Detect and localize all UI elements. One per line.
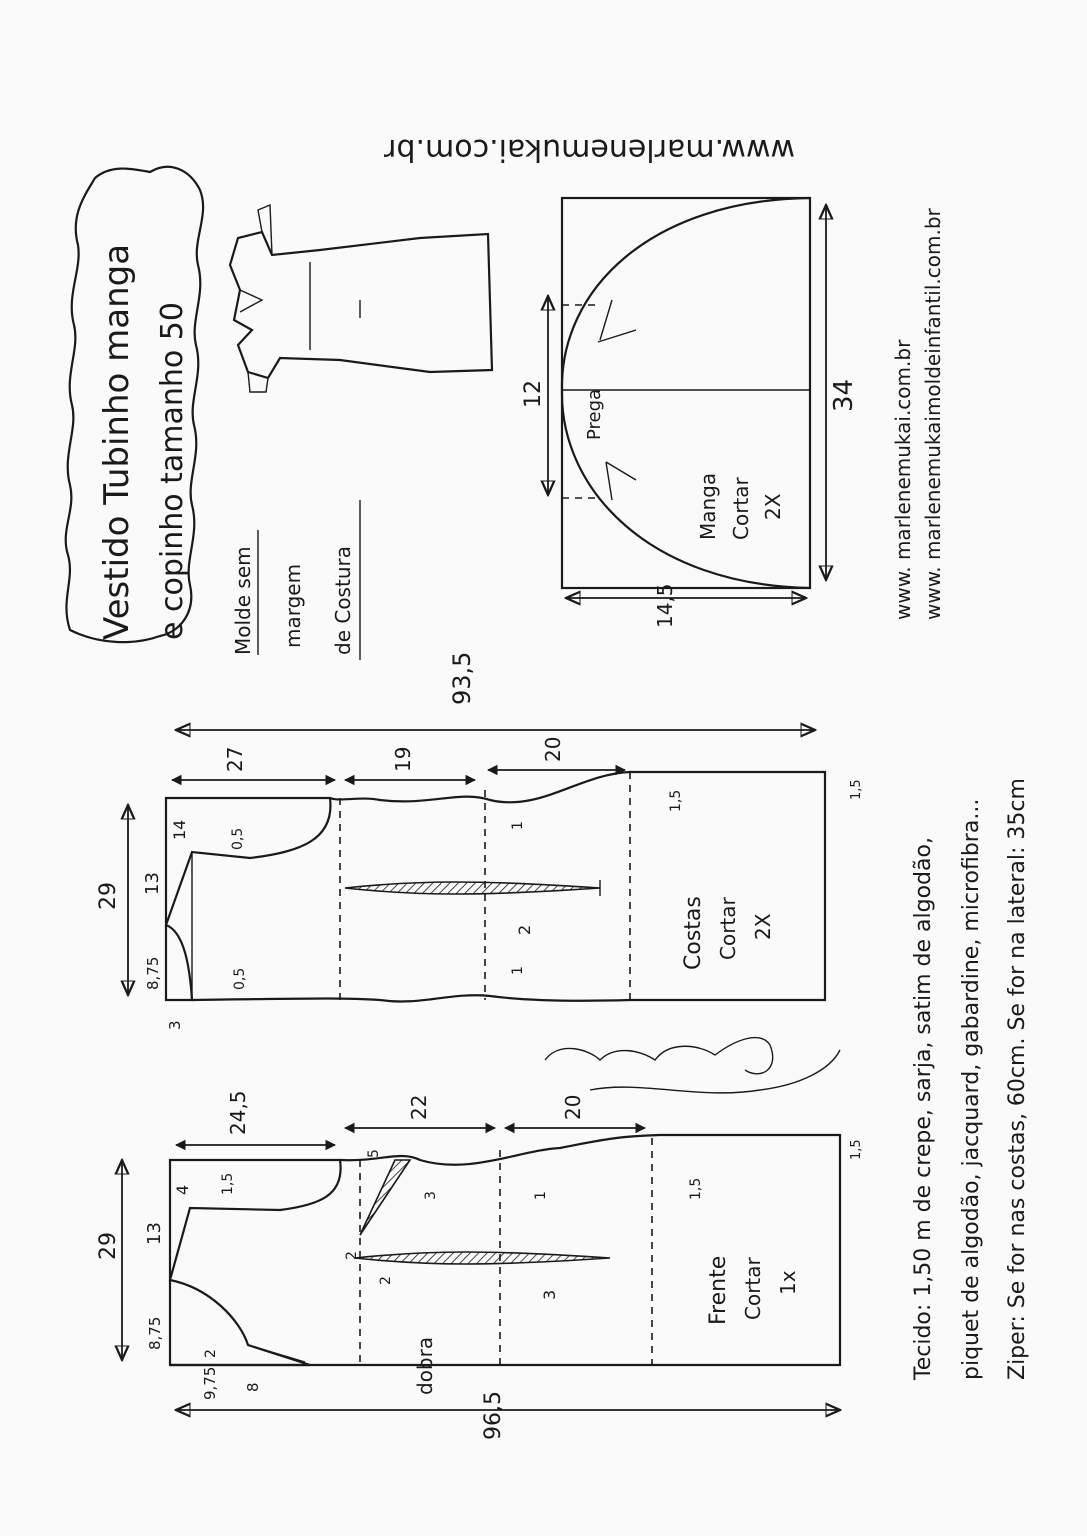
note-line3: de Costura	[331, 546, 355, 655]
sleeve-pleat-value: 12	[521, 380, 546, 408]
front-d975: 9,75	[201, 1366, 219, 1400]
url-2: www. marlenemukaimoldeinfantil.com.br	[921, 208, 945, 620]
sleeve-height-value: 34	[829, 378, 859, 412]
fabric-line-2: piquet de algodão, jacquard, gabardine, microfibra...	[959, 798, 984, 1380]
title-block	[66, 167, 203, 642]
sleeve-prega-label: Prega	[584, 388, 605, 440]
fabric-notes	[911, 778, 1030, 1381]
front-d13: 13	[144, 1222, 165, 1245]
front-d15b: 1,5	[688, 1177, 704, 1200]
back-label-1: Costas	[681, 896, 706, 970]
back-d14: 14	[170, 819, 189, 840]
title-line1: Vestido Tubinho manga	[97, 243, 137, 640]
front-waist-dart	[355, 1252, 610, 1264]
back-d875: 8,75	[144, 956, 162, 990]
watermark-text: www.marlenemukai.com.br	[384, 132, 795, 167]
front-length-value: 96,5	[481, 1391, 506, 1440]
back-d2: 2	[515, 924, 534, 935]
back-d15: 1,5	[668, 789, 684, 812]
sleeve-width-value: 14,5	[653, 583, 677, 628]
title-line2: e copinho tamanho 50	[155, 302, 190, 640]
front-pattern	[96, 1090, 864, 1440]
fabric-line-3: Ziper: Se for nas costas, 60cm. Se for na lateral: 35cm	[1005, 778, 1030, 1380]
url-1: www. marlenemukai.com.br	[891, 339, 915, 620]
back-pattern	[96, 652, 864, 1030]
front-d20: 20	[561, 1094, 585, 1120]
signature	[545, 1038, 840, 1093]
front-d15a: 1,5	[220, 1172, 236, 1195]
front-label-3: 1x	[776, 1270, 800, 1295]
dress-sketch	[230, 205, 492, 392]
back-d15b: 1,5	[849, 779, 864, 800]
back-d1b: 1	[510, 966, 526, 975]
front-d2c: 2	[378, 1276, 394, 1285]
back-length-value: 93,5	[448, 651, 476, 705]
back-label-3: 2X	[751, 913, 775, 940]
front-bust-dart	[360, 1160, 410, 1235]
front-d875: 8,75	[146, 1316, 164, 1350]
front-d1: 1	[533, 1191, 549, 1200]
front-d3a: 3	[423, 1191, 439, 1200]
back-d3: 3	[166, 1020, 184, 1030]
front-d5: 5	[366, 1149, 382, 1158]
front-outline	[170, 1160, 341, 1365]
back-label-2: Cortar	[716, 897, 740, 960]
front-label-1: Frente	[706, 1255, 731, 1325]
front-d15c: 1,5	[849, 1139, 864, 1160]
back-dart	[345, 882, 600, 894]
front-d245: 24,5	[226, 1090, 250, 1135]
back-d19: 19	[391, 746, 415, 772]
front-width-value: 29	[96, 1232, 121, 1260]
sleeve-label-1: Manga	[696, 472, 720, 540]
back-outline	[166, 798, 330, 1000]
back-d13: 13	[142, 872, 163, 895]
back-d27: 27	[223, 746, 247, 772]
sleeve-label-3: 2X	[761, 493, 785, 520]
front-fold-label: dobra	[413, 1336, 437, 1395]
front-d8: 8	[244, 1382, 262, 1392]
sleeve-label-2: Cortar	[729, 477, 753, 540]
seam-note	[231, 500, 360, 660]
front-d3b: 3	[540, 1289, 559, 1300]
fabric-line-1: Tecido: 1,50 m de crepe, sarja, satim de algodão,	[911, 837, 936, 1380]
front-d2: 2	[203, 1349, 219, 1358]
back-d05a: 0,5	[230, 827, 246, 850]
front-d14: 4	[173, 1184, 192, 1195]
note-line1: Molde sem	[231, 546, 255, 655]
back-width-value: 29	[96, 882, 121, 910]
sleeve-pattern	[521, 198, 859, 628]
back-d1a: 1	[510, 821, 526, 830]
back-d20: 20	[541, 736, 565, 762]
note-line2: margem	[281, 563, 305, 648]
front-d2b: 2	[344, 1251, 360, 1260]
front-label-2: Cortar	[741, 1257, 765, 1320]
back-d05b: 0,5	[232, 967, 248, 990]
front-d22: 22	[407, 1094, 431, 1120]
